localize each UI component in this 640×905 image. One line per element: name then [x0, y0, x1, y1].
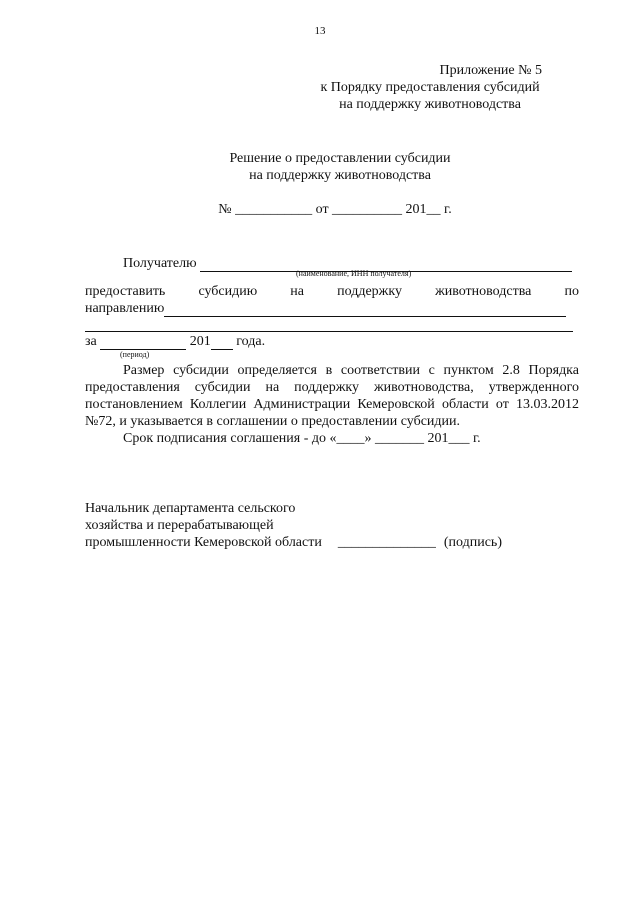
- signer-title-line-2: хозяйства и перерабатывающей: [85, 518, 274, 533]
- provide-line: [85, 283, 579, 300]
- document-title: [0, 150, 640, 184]
- recipient-caption: (наименование, ИНН получателя): [296, 269, 412, 278]
- provide-word: поддержку: [337, 284, 402, 299]
- provide-word: животноводства: [435, 284, 532, 299]
- signing-deadline-paragraph: Срок подписания соглашения - до «____» _______ 201___ г.: [123, 431, 481, 446]
- signature-label: (подпись): [443, 535, 502, 550]
- signature-block: [85, 500, 502, 551]
- appendix-subject: на поддержку животноводства: [339, 97, 521, 112]
- direction-field[interactable]: [164, 303, 566, 317]
- recipient-label: Получателю: [123, 256, 197, 271]
- period-field[interactable]: [100, 336, 186, 350]
- page-number: 13: [314, 25, 326, 37]
- signature-field[interactable]: ______________: [337, 535, 436, 550]
- provide-word: по: [564, 284, 579, 299]
- subsidy-amount-paragraph: Размер субсидии определяется в соответствии с пунктом 2.8 Порядка предоставления субсидии на поддержку животноводства, утвержденного постановлением Коллегии Администрации Кемеровской области от 13.03.2012 №72, и указывается в соглашении о предоставлении субсидии.: [85, 363, 579, 429]
- period-year: 201: [189, 334, 211, 349]
- period-prefix: за: [85, 334, 97, 349]
- provide-word: на: [290, 284, 305, 299]
- signer-title-line-3: промышленности Кемеровской области: [85, 535, 322, 550]
- direction-continuation-field[interactable]: [85, 331, 573, 332]
- provide-word: субсидию: [198, 284, 258, 299]
- signer-title-line-1: Начальник департамента сельского: [85, 501, 296, 516]
- appendix-number: Приложение № 5: [439, 63, 542, 78]
- provide-block: [85, 283, 579, 317]
- appendix-header: [310, 62, 550, 113]
- appendix-reference: к Порядку предоставления субсидий: [320, 80, 540, 95]
- period-suffix: года.: [236, 334, 266, 349]
- title-line-1: Решение о предоставлении субсидии: [229, 151, 451, 166]
- direction-label: направлению: [85, 301, 165, 316]
- title-line-2: на поддержку животноводства: [249, 168, 431, 183]
- provide-word: предоставить: [85, 284, 166, 299]
- period-line: [85, 333, 579, 350]
- subsidy-paragraphs: [85, 362, 579, 447]
- period-year-field[interactable]: [211, 336, 233, 350]
- decision-number-line: № ___________ от __________ 201__ г.: [218, 202, 452, 217]
- period-caption: (период): [120, 350, 150, 359]
